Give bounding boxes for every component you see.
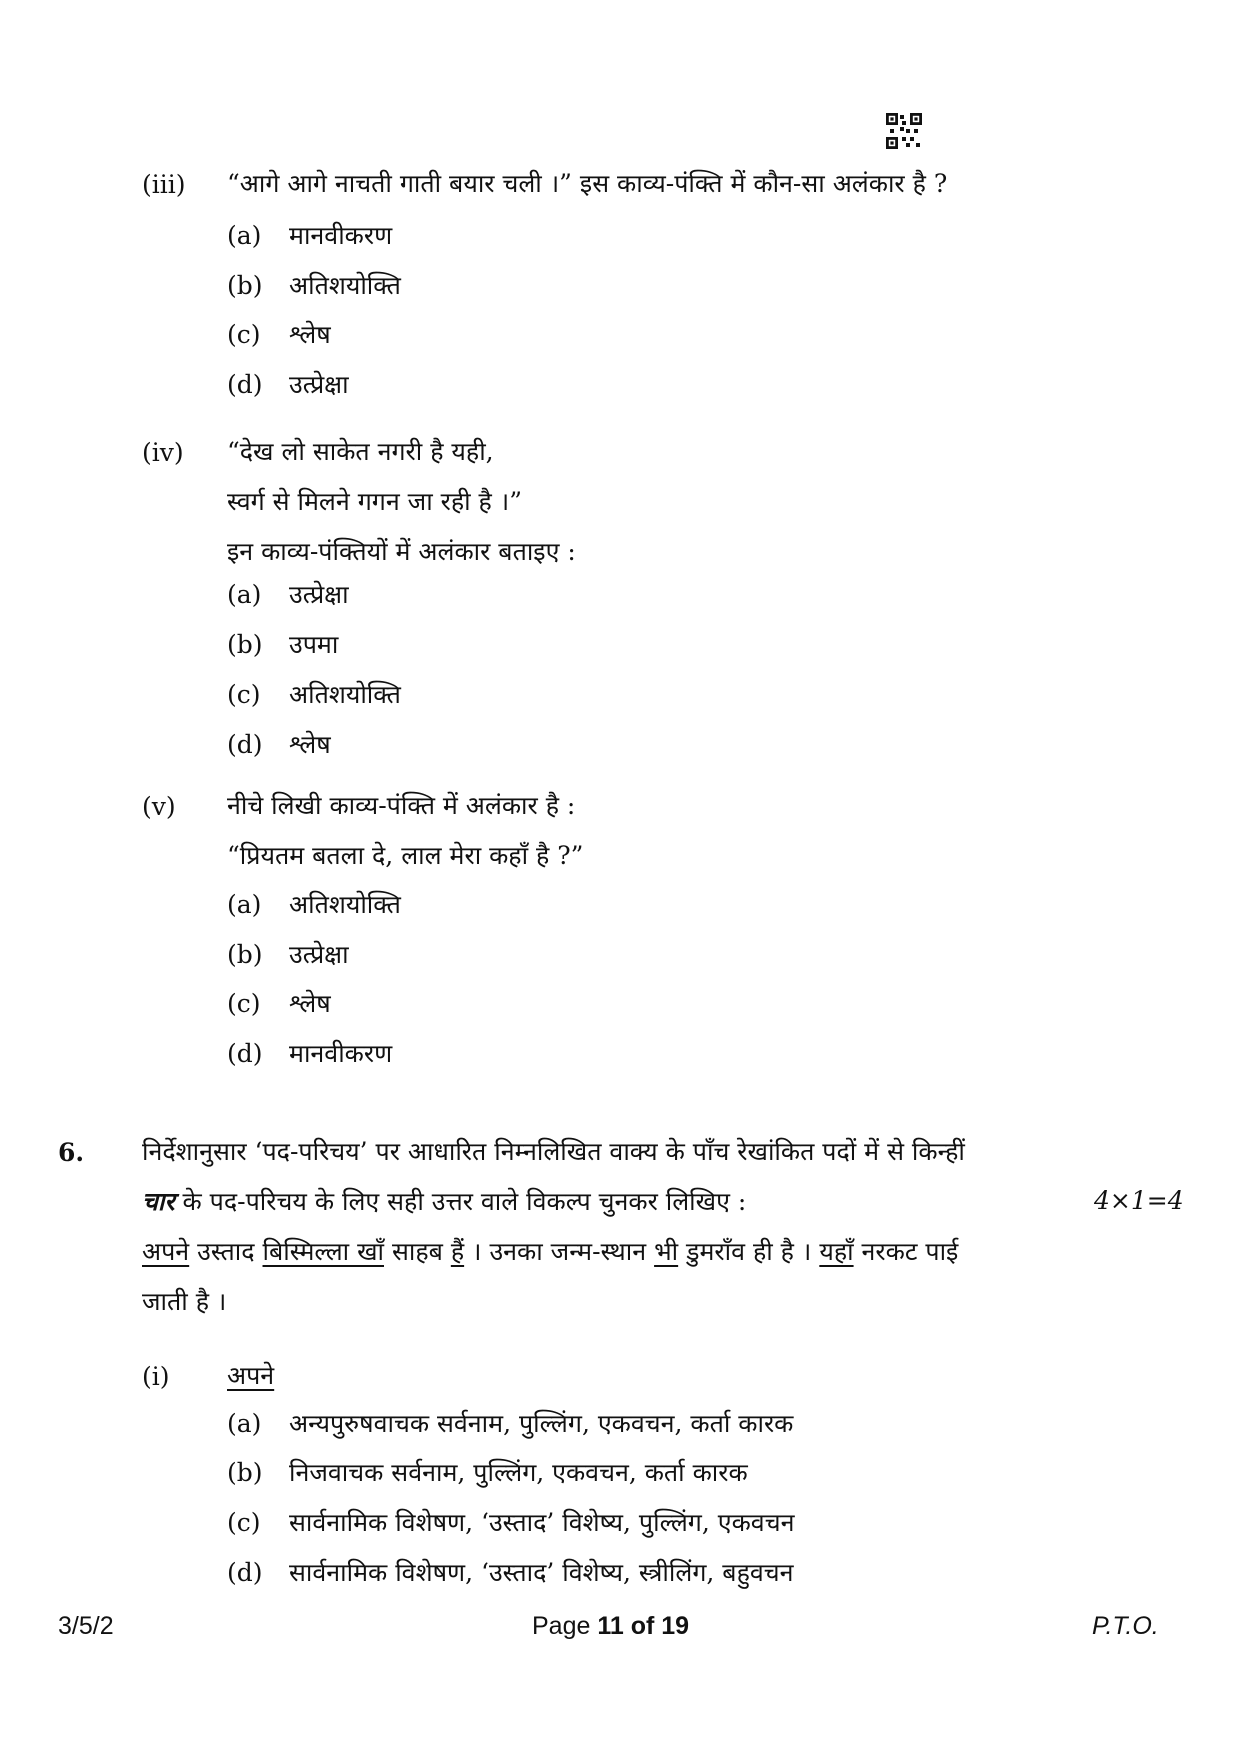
option-text: मानवीकरण — [289, 221, 393, 250]
option-item — [227, 937, 349, 971]
option-label: (c) — [227, 1508, 261, 1537]
page-total: 19 — [661, 1612, 690, 1640]
option-item — [227, 1555, 794, 1589]
option-text: अतिशयोक्ति — [289, 271, 401, 300]
passage-text: । उनका जन्म-स्थान — [464, 1237, 655, 1266]
question-intro: निर्देशानुसार ‘पद-परिचय’ पर आधारित निम्नलिखित वाक्य के पाँच रेखांकित पदों में से किन्हीं — [142, 1137, 965, 1166]
option-label: (d) — [227, 730, 263, 759]
passage-text: नरकट पाई — [853, 1237, 959, 1266]
option-item — [227, 986, 331, 1020]
question-text: नीचे लिखी काव्य-पंक्ति में अलंकार है : — [227, 791, 576, 820]
passage-line: जाती है । — [142, 1287, 227, 1316]
option-item — [227, 887, 401, 921]
underlined-word: अपने — [142, 1237, 190, 1266]
option-item — [227, 1406, 793, 1440]
page-prefix: Page — [532, 1612, 598, 1640]
passage-text: साहब — [384, 1237, 451, 1266]
option-label: (d) — [227, 370, 263, 399]
passage-text: डुमराँव ही है । — [678, 1237, 820, 1266]
option-label: (c) — [227, 680, 261, 709]
passage-line — [142, 1234, 958, 1268]
passage-text: उस्ताद — [189, 1237, 263, 1266]
question-text: स्वर्ग से मिलने गगन जा रही है ।” — [227, 487, 523, 516]
option-text: अतिशयोक्ति — [289, 680, 401, 709]
option-item — [227, 367, 349, 401]
question-number: (iv) — [142, 438, 184, 467]
emphasis-text: चार — [142, 1187, 175, 1216]
option-item — [227, 577, 349, 611]
option-text: उत्प्रेक्षा — [289, 580, 349, 609]
question-intro — [142, 1184, 746, 1218]
option-label: (a) — [227, 1409, 262, 1438]
page-number — [532, 1612, 689, 1641]
option-item — [227, 1036, 392, 1070]
option-label: (d) — [227, 1558, 263, 1587]
option-label: (b) — [227, 271, 263, 300]
option-item — [227, 218, 392, 252]
option-text: निजवाचक सर्वनाम, पुल्लिंग, एकवचन, कर्ता कारक — [289, 1458, 748, 1487]
page-of: of — [623, 1612, 662, 1640]
option-text: उत्प्रेक्षा — [289, 370, 349, 399]
underlined-word: बिस्मिल्ला खाँ — [262, 1237, 384, 1266]
option-item — [227, 627, 338, 661]
paper-code: 3/5/2 — [58, 1612, 114, 1640]
pto-label: P.T.O. — [1092, 1612, 1159, 1640]
option-item — [227, 1455, 748, 1489]
option-text: मानवीकरण — [289, 1039, 393, 1068]
option-text: श्लेष — [289, 320, 331, 349]
option-item — [227, 677, 401, 711]
option-text: श्लेष — [289, 989, 331, 1018]
underlined-word: हैं — [450, 1237, 465, 1266]
option-label: (b) — [227, 1458, 263, 1487]
option-label: (b) — [227, 940, 263, 969]
option-label: (a) — [227, 580, 262, 609]
question-number: (v) — [142, 792, 176, 821]
option-text: उत्प्रेक्षा — [289, 940, 349, 969]
intro-rest: के पद-परिचय के लिए सही उत्तर वाले विकल्प चुनकर लिखिए : — [174, 1187, 747, 1216]
option-item — [227, 317, 331, 351]
option-label: (c) — [227, 989, 261, 1018]
question-number: 6. — [58, 1138, 85, 1167]
question-word: अपने — [227, 1361, 275, 1390]
option-text: उपमा — [289, 630, 339, 659]
option-label: (b) — [227, 630, 263, 659]
marks-label: 4×1=4 — [1094, 1186, 1184, 1215]
question-text: इन काव्य-पंक्तियों में अलंकार बताइए : — [227, 537, 576, 566]
option-item — [227, 1505, 794, 1539]
option-text: अन्यपुरुषवाचक सर्वनाम, पुल्लिंग, एकवचन, कर्ता कारक — [289, 1409, 794, 1438]
option-label: (a) — [227, 221, 262, 250]
option-text: सार्वनामिक विशेषण, ‘उस्ताद’ विशेष्य, पुल्लिंग, एकवचन — [289, 1508, 795, 1537]
page-current: 11 — [597, 1612, 624, 1640]
question-text: “देख लो साकेत नगरी है यही, — [227, 437, 494, 466]
qr-code-icon — [886, 113, 922, 149]
option-text: श्लेष — [289, 730, 331, 759]
option-label: (c) — [227, 320, 261, 349]
question-text: “प्रियतम बतला दे, लाल मेरा कहाँ है ?” — [227, 841, 584, 870]
option-text: सार्वनामिक विशेषण, ‘उस्ताद’ विशेष्य, स्त्रीलिंग, बहुवचन — [289, 1558, 794, 1587]
option-label: (a) — [227, 890, 262, 919]
question-number: (i) — [142, 1362, 170, 1391]
question-text: “आगे आगे नाचती गाती बयार चली ।” इस काव्य-पंक्ति में कौन-सा अलंकार है ? — [227, 169, 948, 198]
underlined-word: यहाँ — [819, 1237, 854, 1266]
option-text: अतिशयोक्ति — [289, 890, 401, 919]
option-label: (d) — [227, 1039, 263, 1068]
question-number: (iii) — [142, 170, 186, 199]
option-item — [227, 268, 401, 302]
option-item — [227, 727, 331, 761]
underlined-word: भी — [654, 1237, 679, 1266]
